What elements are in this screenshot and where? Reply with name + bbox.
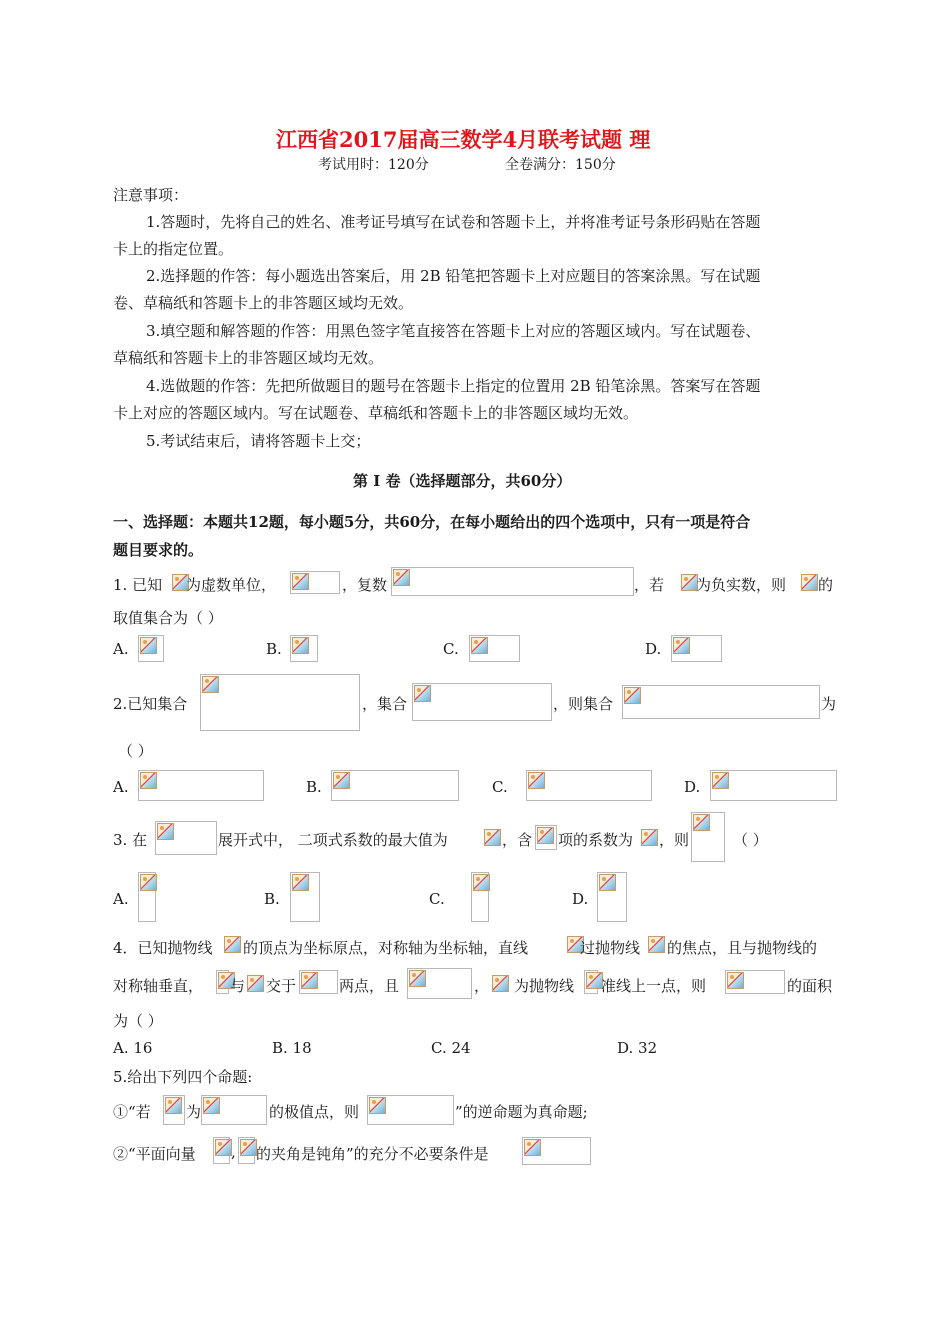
formula-image	[391, 567, 634, 596]
formula-image	[216, 970, 229, 994]
formula-image	[238, 1137, 255, 1164]
q2-option-d: D.	[684, 778, 701, 796]
note-line: 3.填空题和解答题的作答：用黑色签字笔直接答在答题卡上对应的答题区域内。写在试题卷、	[146, 322, 761, 340]
formula-image	[710, 770, 837, 801]
q2-text: 为	[821, 695, 837, 713]
formula-image	[597, 872, 627, 922]
note-line: 卡上的指定位置。	[113, 240, 234, 258]
q1-option-c: C.	[443, 640, 459, 658]
formula-image	[290, 635, 318, 662]
formula-image-icon	[492, 975, 509, 992]
q4-text: 为抛物线	[514, 977, 575, 995]
q4-text: 准线上一点，则	[601, 977, 707, 995]
note-line: 卷、草稿纸和答题卡上的非答题区域均无效。	[113, 294, 414, 312]
q1-text: 1. 已知	[113, 576, 163, 594]
q1-text: 取值集合为（ ）	[113, 609, 223, 627]
q5-text: ②“平面向量	[113, 1145, 196, 1163]
formula-image	[535, 825, 557, 850]
page-title: 江西省2017届高三数学4月联考试题 理	[276, 127, 651, 152]
formula-image-icon	[641, 829, 658, 846]
q2-paren: （ ）	[118, 742, 153, 760]
formula-image	[725, 970, 785, 994]
q3-text: 3. 在	[113, 831, 148, 849]
q4-text: ，	[474, 977, 490, 995]
exam-time: 考试用时：120分	[318, 157, 429, 173]
note-line: 1.答题时，先将自己的姓名、准考证号填写在试卷和答题卡上，并将准考证号条形码贴在答题	[146, 213, 761, 231]
formula-image	[671, 635, 722, 662]
q2-text: 2.已知集合	[113, 695, 188, 713]
q2-text: ，则集合	[553, 695, 614, 713]
formula-image	[290, 571, 340, 594]
q3-option-b: B.	[264, 890, 280, 908]
formula-image	[200, 674, 360, 731]
q3-text: ，含	[502, 831, 533, 849]
formula-image	[412, 683, 552, 721]
q4-text: 的顶点为坐标原点，对称轴为坐标轴，直线	[243, 939, 529, 957]
q1-text: 为负实数，则	[696, 576, 787, 594]
formula-image-icon	[484, 829, 501, 846]
q3-text: 项的系数为	[558, 831, 634, 849]
q1-text: ，复数	[342, 576, 388, 594]
q4-text: 对称轴垂直，	[113, 977, 204, 995]
q3-text: ，则	[659, 831, 690, 849]
q3-text: （ ）	[733, 831, 768, 849]
formula-image	[469, 635, 520, 662]
exam-score: 全卷满分：150分	[505, 157, 616, 173]
q4-text: 为（ ）	[113, 1012, 163, 1030]
q5-text: ,	[231, 1143, 236, 1161]
q4-text: 的焦点，且与抛物线的	[667, 939, 818, 957]
note-line: 草稿纸和答题卡上的非答题区域均无效。	[113, 349, 384, 367]
formula-image-icon	[648, 936, 665, 953]
formula-image	[331, 770, 459, 801]
q4-text: 与	[230, 977, 246, 995]
q4-option-a: A. 16	[113, 1039, 153, 1057]
q5-text: ①“若	[113, 1103, 151, 1121]
formula-image	[299, 970, 338, 994]
note-line: 2.选择题的作答：每小题选出答案后，用 2B 铅笔把答题卡上对应题目的答案涂黑。写在试题	[146, 267, 761, 285]
notes-heading: 注意事项：	[113, 186, 189, 204]
q5-text: 的夹角是钝角”的充分不必要条件是	[256, 1145, 489, 1163]
q1-option-a: A.	[113, 640, 129, 658]
formula-image	[407, 968, 472, 999]
q5-text: ”的逆命题为真命题;	[455, 1103, 588, 1121]
note-line: 5.考试结束后，请将答题卡上交；	[146, 432, 371, 450]
q4-text: 交于	[266, 977, 297, 995]
formula-image	[155, 821, 217, 855]
note-line: 4.选做题的作答：先把所做题目的题号在答题卡上指定的位置用 2B 铅笔涂黑。答案写在答题	[146, 377, 761, 395]
q4-option-d: D. 32	[617, 1039, 658, 1057]
q5-text: 为	[186, 1103, 202, 1121]
q3-option-a: A.	[113, 890, 129, 908]
formula-image	[290, 872, 320, 922]
formula-image	[138, 770, 264, 801]
q3-text: 展开式中， 二项式系数的最大值为	[218, 831, 448, 849]
formula-image	[622, 685, 820, 719]
q1-text: 的	[818, 576, 834, 594]
formula-image	[213, 1137, 230, 1164]
formula-image	[522, 1137, 591, 1165]
formula-image	[526, 770, 652, 801]
formula-image	[471, 872, 489, 922]
formula-image	[584, 970, 598, 994]
q1-option-b: B.	[266, 640, 282, 658]
q3-option-c: C.	[429, 890, 445, 908]
formula-image-icon	[247, 975, 264, 992]
note-line: 卡上对应的答题区域内。写在试题卷、草稿纸和答题卡上的非答题区域均无效。	[113, 404, 639, 422]
formula-image-icon	[801, 574, 818, 591]
q4-text: 的面积	[787, 977, 833, 995]
q1-text: ，若	[634, 576, 665, 594]
formula-image	[138, 872, 156, 922]
formula-image	[367, 1095, 454, 1125]
q4-option-c: C. 24	[431, 1039, 471, 1057]
q2-option-a: A.	[113, 778, 129, 796]
formula-image-icon	[224, 936, 241, 953]
section-instructions: 一、选择题：本题共12题，每小题5分，共60分，在每小题给出的四个选项中，只有一项是符合	[113, 513, 751, 531]
formula-image	[691, 812, 725, 862]
section-instructions: 题目要求的。	[113, 541, 204, 559]
q3-option-d: D.	[572, 890, 589, 908]
q2-option-b: B.	[306, 778, 322, 796]
section-title: 第 I 卷（选择题部分，共60分）	[353, 472, 572, 490]
formula-image	[201, 1095, 267, 1125]
q2-option-c: C.	[492, 778, 508, 796]
q2-text: ，集合	[362, 695, 408, 713]
q1-text: 为虚数单位，	[186, 576, 277, 594]
q4-text: 4．已知抛物线	[113, 939, 213, 957]
q1-option-d: D.	[645, 640, 662, 658]
q5-text: 的极值点，则	[269, 1103, 360, 1121]
formula-image	[138, 635, 164, 662]
q4-text: 两点，且	[339, 977, 400, 995]
q4-text: 过抛物线	[580, 939, 641, 957]
q4-option-b: B. 18	[272, 1039, 312, 1057]
q5-text: 5.给出下列四个命题:	[113, 1068, 253, 1086]
formula-image	[163, 1095, 185, 1125]
